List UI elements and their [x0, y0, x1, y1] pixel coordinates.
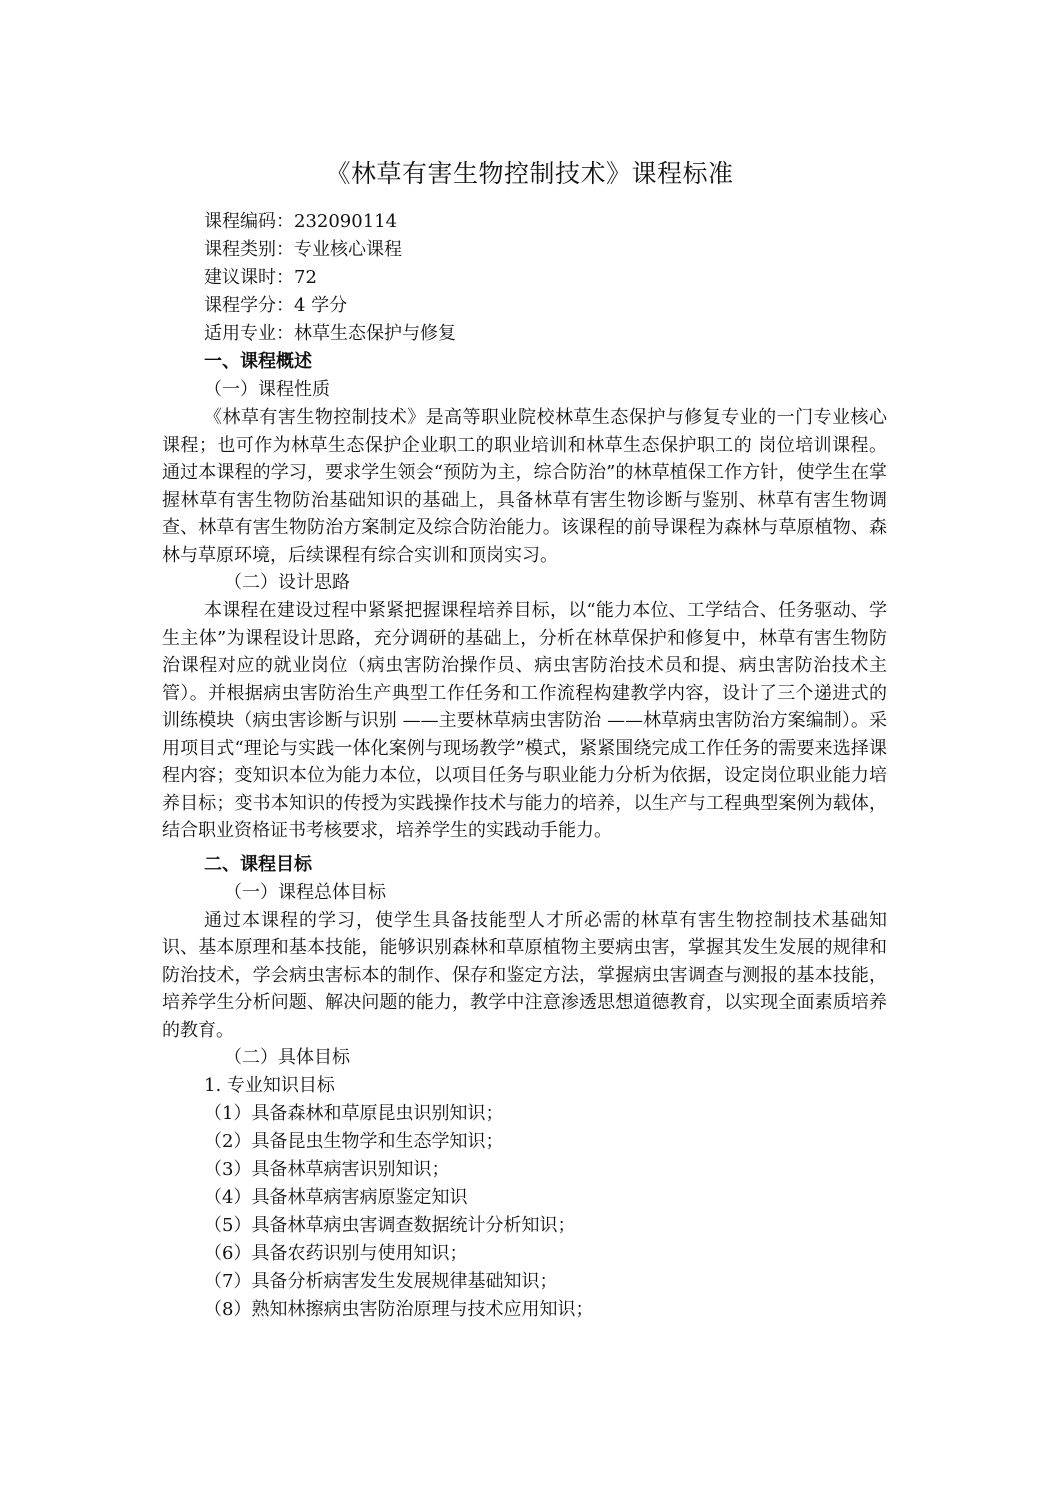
list-item: （7）具备分析病害发生发展规律基础知识；: [204, 1271, 558, 1292]
meta-credits: 课程学分：4 学分: [204, 295, 348, 316]
paragraph-design: 本课程在建设过程中紧紧把握课程培养目标，以“能力本位、工学结合、任务驱动、学生主体”为课程设计思路，充分调研的基础上，分析在林草保护和修复中，林草有害生物防治课程对应的就业岗位（病虫害防治操作员、病虫害防治技术员和提、病虫害防治技术主管）。并根据病虫害防治生产典型工作任务和工作流程构建教学内容，设计了三个递进式的训练模块（病虫害诊断与识别 ——主要林草病虫害防治 ——林草病虫害防治方案编制）。采用项目式“理论与实践一体化案例与现场教学”模式，紧紧围绕完成工作任务的需要来选择课程内容；变知识本位为能力本位，以项目任务与职业能力分析为依据，设定岗位职业能力培养目标；变书本知识的传授为实践操作技术与能力的培养，以生产与工程典型案例为载体，结合职业资格证书考核要求，培养学生的实践动手能力。: [162, 600, 887, 841]
subsection-specific-goal-heading: （二）具体目标: [224, 1047, 350, 1068]
list-item: （1）具备森林和草原昆虫识别知识；: [204, 1103, 504, 1124]
document-body: [162, 208, 887, 1324]
meta-course-type: 课程类别：专业核心课程: [204, 239, 402, 260]
list-heading-knowledge: 1. 专业知识目标: [204, 1075, 335, 1096]
list-item: （2）具备昆虫生物学和生态学知识；: [204, 1131, 504, 1152]
meta-hours: 建议课时：72: [204, 267, 317, 288]
list-item: （5）具备林草病虫害调查数据统计分析知识；: [204, 1215, 576, 1236]
subsection-nature-heading: （一）课程性质: [204, 379, 330, 400]
meta-major: 适用专业：林草生态保护与修复: [204, 323, 456, 344]
list-item: （6）具备农药识别与使用知识；: [204, 1243, 468, 1264]
subsection-overall-goal-heading: （一）课程总体目标: [224, 881, 386, 903]
subsection-design-heading: （二）设计思路: [224, 572, 350, 593]
document-title: 《林草有害生物控制技术》课程标准: [325, 159, 734, 188]
list-item: （4）具备林草病害病原鉴定知识: [204, 1187, 468, 1208]
meta-course-code: 课程编码：232090114: [204, 211, 398, 232]
list-item: （8）熟知林擦病虫害防治原理与技术应用知识；: [204, 1299, 594, 1320]
paragraph-overall-goal: 通过本课程的学习，使学生具备技能型人才所必需的林草有害生物控制技术基础知识、基本原理和基本技能，能够识别森林和草原植物主要病虫害，掌握其发生发展的规律和防治技术，学会病虫害标本的制作、保存和鉴定方法，掌握病虫害调查与测报的基本技能，培养学生分析问题、解决问题的能力，教学中注意渗透思想道德教育，以实现全面素质培养的教育。: [162, 909, 887, 1041]
section-goals-heading: 二、课程目标: [204, 853, 312, 875]
section-overview-heading: 一、课程概述: [204, 351, 312, 372]
paragraph-nature: 《林草有害生物控制技术》是高等职业院校林草生态保护与修复专业的一门专业核心课程；也可作为林草生态保护企业职工的职业培训和林草生态保护职工的 岗位培训课程。通过本课程的学习，要求学生领会“预防为主，综合防治”的林草植保工作方针，使学生在掌握林草有害生物防治基础知识的基础上，具备林草有害生物诊断与鉴别、林草有害生物调查、林草有害生物防治方案制定及综合防治能力。该课程的前导课程为森林与草原植物、森林与草原环境，后续课程有综合实训和顶岗实习。: [162, 407, 887, 566]
list-item: （3）具备林草病害识别知识；: [204, 1159, 450, 1180]
